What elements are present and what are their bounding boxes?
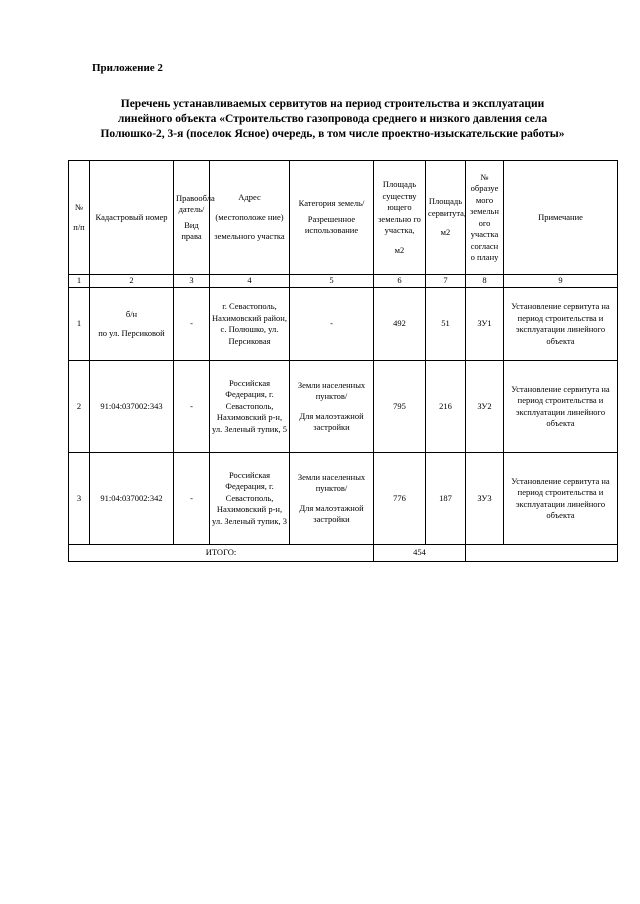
cell-area-existing: 795 <box>374 361 426 453</box>
cell-num: 3 <box>69 453 90 545</box>
cell-category <box>290 361 374 453</box>
cell-text: Для малоэтажной застройки <box>299 502 364 524</box>
cell-area-existing: 492 <box>374 288 426 361</box>
header-plan-no: № образуе мого земельн ого участка согласн о плану <box>466 161 504 275</box>
header-text: м2 <box>394 244 405 255</box>
total-value: 454 <box>374 545 466 562</box>
cell-category <box>290 453 374 545</box>
cell-address: г. Севастополь, Нахимовский район, с. Полюшко, ул. Персиковая <box>210 288 290 361</box>
cell-area-existing: 776 <box>374 453 426 545</box>
column-number: 9 <box>504 275 618 288</box>
header-text: Вид права <box>181 219 202 241</box>
document-title <box>60 97 605 142</box>
header-num <box>69 161 90 275</box>
column-number: 8 <box>466 275 504 288</box>
cell-area-servitude: 187 <box>426 453 466 545</box>
column-number-row <box>69 275 618 288</box>
column-number: 6 <box>374 275 426 288</box>
header-text: Категория земель/ <box>298 198 365 209</box>
column-number: 4 <box>210 275 290 288</box>
header-text: м2 <box>440 227 451 238</box>
total-row <box>69 545 618 562</box>
cell-plan-no: ЗУ3 <box>466 453 504 545</box>
cell-plan-no: ЗУ1 <box>466 288 504 361</box>
header-text: Разрешенное использование <box>304 213 359 236</box>
title-line: линейного объекта «Строительство газопровода среднего и низкого давления села <box>117 113 548 125</box>
header-owner <box>174 161 215 275</box>
cell-note: Установление сервитута на период строительства и эксплуатации линейного объекта <box>504 453 618 545</box>
cell-text: Для малоэтажной застройки <box>299 410 364 432</box>
column-number: 1 <box>69 275 90 288</box>
column-number: 7 <box>426 275 466 288</box>
header-row <box>69 161 618 275</box>
cell-owner: - <box>174 361 210 453</box>
cell-text: Земли населенных пунктов/ <box>297 379 366 401</box>
total-label: ИТОГО: <box>69 545 374 562</box>
header-area-servitude <box>426 161 466 275</box>
cell-cadastral: 91:04:037002:343 <box>90 361 174 453</box>
appendix-label: Приложение 2 <box>92 62 163 74</box>
header-category <box>290 161 374 275</box>
title-line: Перечень устанавливаемых сервитутов на период строительства и эксплуатации <box>120 98 545 110</box>
cell-address: Российская Федерация, г. Севастополь, Нахимовский р-н, ул. Зеленый тупик, 3 <box>210 453 290 545</box>
cell-category: - <box>290 288 374 361</box>
cell-area-servitude: 216 <box>426 361 466 453</box>
header-cadastral: Кадастровый номер <box>90 161 174 275</box>
cell-note: Установление сервитута на период строительства и эксплуатации линейного объекта <box>504 288 618 361</box>
header-text: № <box>74 202 84 212</box>
column-number: 2 <box>90 275 174 288</box>
header-area-existing <box>374 161 426 275</box>
header-text: Правообла датель/ <box>176 192 215 214</box>
cell-area-servitude: 51 <box>426 288 466 361</box>
header-text: (местоположе ние) <box>215 211 284 222</box>
cell-owner: - <box>174 453 210 545</box>
cell-num: 1 <box>69 288 90 361</box>
total-empty-cell <box>466 545 618 562</box>
header-text: Площадь существу ющего земельно го участка, <box>378 179 421 235</box>
header-note: Примечание <box>504 161 618 275</box>
header-text: п/п <box>73 221 85 232</box>
cell-text: Земли населенных пунктов/ <box>297 471 366 493</box>
cell-address: Российская Федерация, г. Севастополь, Нахимовский р-н, ул. Зеленый тупик, 5 <box>210 361 290 453</box>
cell-text: по ул. Персиковой <box>98 328 165 338</box>
cell-owner: - <box>174 288 210 361</box>
table-row <box>69 288 618 361</box>
table-row <box>69 453 618 545</box>
cell-cadastral <box>90 288 174 361</box>
title-line: Полюшко-2, 3-я (поселок Ясное) очередь, в том числе проектно-изыскательские работы» <box>100 128 565 140</box>
cell-plan-no: ЗУ2 <box>466 361 504 453</box>
cell-text: б/н <box>125 308 138 319</box>
cell-num: 2 <box>69 361 90 453</box>
column-number: 5 <box>290 275 374 288</box>
table-row <box>69 361 618 453</box>
header-address <box>210 161 290 275</box>
servitude-table <box>68 160 618 562</box>
header-text: земельного участка <box>214 231 285 242</box>
header-text: Площадь сервитута, <box>428 196 467 218</box>
cell-cadastral: 91:04:037002:342 <box>90 453 174 545</box>
cell-note: Установление сервитута на период строительства и эксплуатации линейного объекта <box>504 361 618 453</box>
column-number: 3 <box>174 275 210 288</box>
header-text: Адрес <box>238 192 261 203</box>
